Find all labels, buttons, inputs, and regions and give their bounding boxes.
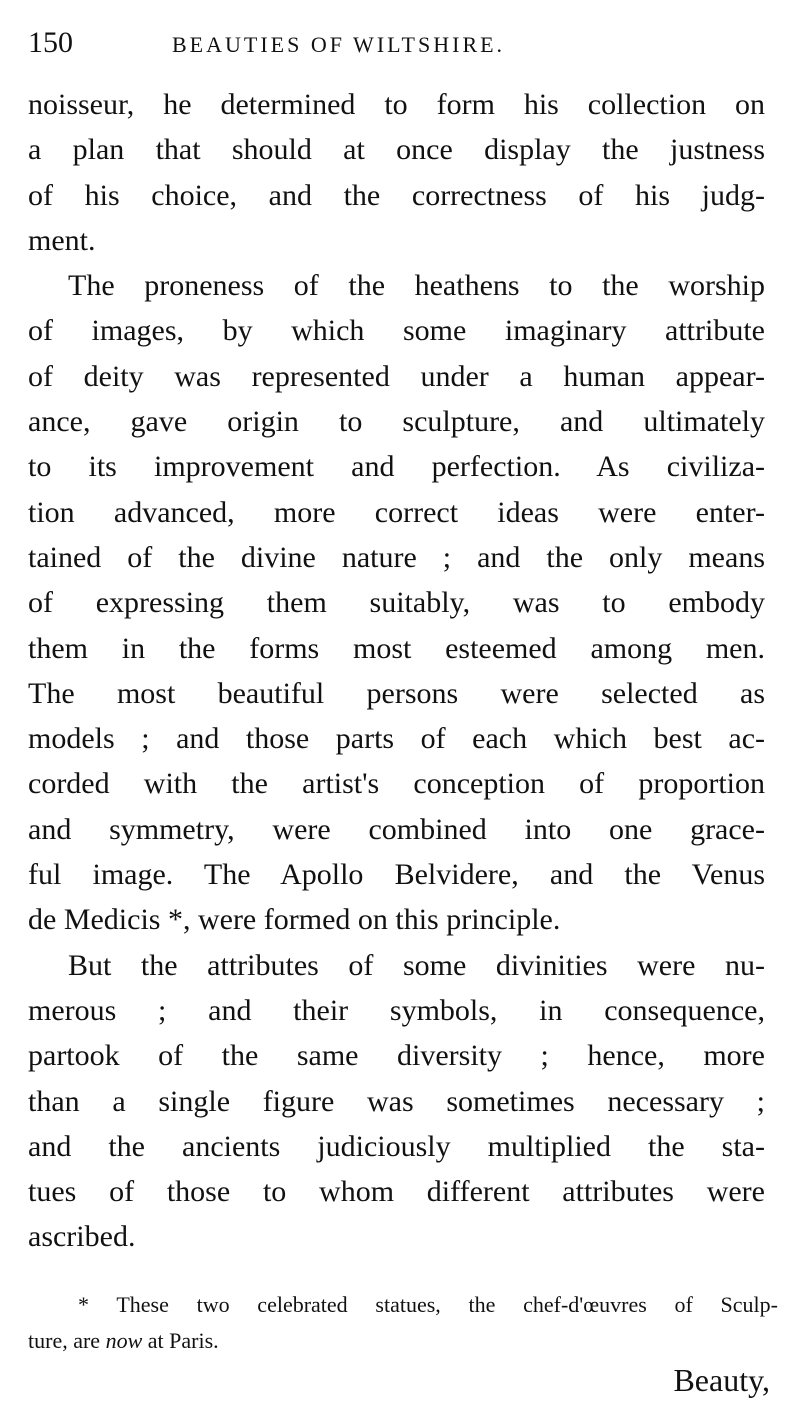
text-line: corded with the artist's conception of proportion xyxy=(28,767,765,801)
text-line: ful image. The Apollo Belvidere, and the Venus xyxy=(28,858,765,892)
text-line: of images, by which some imaginary attribute xyxy=(28,314,765,348)
text-line: ascribed. xyxy=(28,1220,136,1254)
text-line: The proneness of the heathens to the worship xyxy=(68,269,765,303)
footnote-line xyxy=(28,1323,778,1359)
text-line: merous ; and their symbols, in consequence, xyxy=(28,993,765,1027)
footnote-text: ture, are xyxy=(28,1328,106,1353)
text-line: of his choice, and the correctness of his judg- xyxy=(28,178,765,212)
text-line: tion advanced, more correct ideas were enter- xyxy=(28,495,765,529)
text-line: them in the forms most esteemed among men. xyxy=(28,631,765,665)
footnote-italic-text: now xyxy=(105,1328,143,1353)
text-line: than a single figure was sometimes necessary ; xyxy=(28,1084,765,1118)
text-line: of expressing them suitably, was to embody xyxy=(28,586,765,620)
text-line: partook of the same diversity ; hence, more xyxy=(28,1039,765,1073)
footnote-text: at Paris. xyxy=(142,1328,219,1353)
text-line: and symmetry, were combined into one grace- xyxy=(28,812,765,846)
text-line: of deity was represented under a human appear- xyxy=(28,359,765,393)
text-line: de Medicis *, were formed on this principle. xyxy=(28,903,561,937)
text-line: to its improvement and perfection. As civiliza- xyxy=(28,450,765,484)
text-line: But the attributes of some divinities were nu- xyxy=(68,948,765,982)
footnote xyxy=(28,1287,778,1359)
text-line: noisseur, he determined to form his collection on xyxy=(28,88,765,121)
text-line: tained of the divine nature ; and the only means xyxy=(28,540,765,574)
text-line: ment. xyxy=(28,223,96,257)
running-header xyxy=(28,26,765,66)
catchword: Beauty, xyxy=(673,1362,770,1398)
text-line: a plan that should at once display the justness xyxy=(28,133,765,167)
running-head-title: BEAUTIES OF WILTSHIRE. xyxy=(172,32,506,57)
text-line: models ; and those parts of each which best ac- xyxy=(28,722,765,756)
page-number: 150 xyxy=(28,26,73,59)
body-text xyxy=(28,82,765,1260)
text-line: and the ancients judiciously multiplied the sta- xyxy=(28,1129,765,1163)
footnote-line: * These two celebrated statues, the chef-d'œuvres of Sculp- xyxy=(78,1292,778,1317)
text-line: The most beautiful persons were selected as xyxy=(28,676,765,710)
text-line: ance, gave origin to sculpture, and ultimately xyxy=(28,405,765,439)
text-line: tues of those to whom different attributes were xyxy=(28,1175,765,1209)
